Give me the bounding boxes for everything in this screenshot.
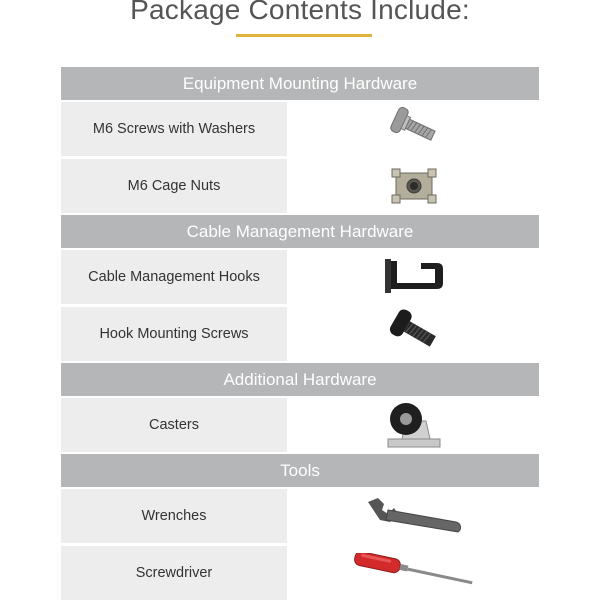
- table-row: [61, 489, 539, 543]
- item-image-cell: [289, 489, 539, 543]
- table-row: [61, 250, 539, 304]
- contents-table: [61, 67, 539, 602]
- item-label: Wrenches: [61, 489, 287, 543]
- table-row: [61, 307, 539, 361]
- table-row: [61, 546, 539, 600]
- table-row: [61, 398, 539, 452]
- item-image-cell: [289, 159, 539, 213]
- screw-washer-icon: [384, 104, 444, 154]
- item-image-cell: [289, 398, 539, 452]
- screwdriver-icon: [349, 553, 479, 593]
- section-header-additional-hardware: Additional Hardware: [61, 363, 539, 396]
- table-row: [61, 159, 539, 213]
- item-image-cell: [289, 102, 539, 156]
- item-label: M6 Screws with Washers: [61, 102, 287, 156]
- item-image-cell: [289, 307, 539, 361]
- table-row: [61, 102, 539, 156]
- black-screw-icon: [384, 309, 444, 359]
- section-header-tools: Tools: [61, 454, 539, 487]
- page-title: Package Contents Include:: [130, 0, 470, 25]
- item-label: Hook Mounting Screws: [61, 307, 287, 361]
- item-label: Cable Management Hooks: [61, 250, 287, 304]
- cage-nut-icon: [384, 161, 444, 211]
- cable-hook-icon: [379, 255, 449, 299]
- item-label: Screwdriver: [61, 546, 287, 600]
- wrench-icon: [364, 494, 464, 538]
- section-header-cable-management: Cable Management Hardware: [61, 215, 539, 248]
- item-label: Casters: [61, 398, 287, 452]
- title-underline: [236, 34, 372, 37]
- item-image-cell: [289, 546, 539, 600]
- caster-wheel-icon: [382, 399, 446, 451]
- section-header-equipment-mounting: Equipment Mounting Hardware: [61, 67, 539, 100]
- item-image-cell: [289, 250, 539, 304]
- item-label: M6 Cage Nuts: [61, 159, 287, 213]
